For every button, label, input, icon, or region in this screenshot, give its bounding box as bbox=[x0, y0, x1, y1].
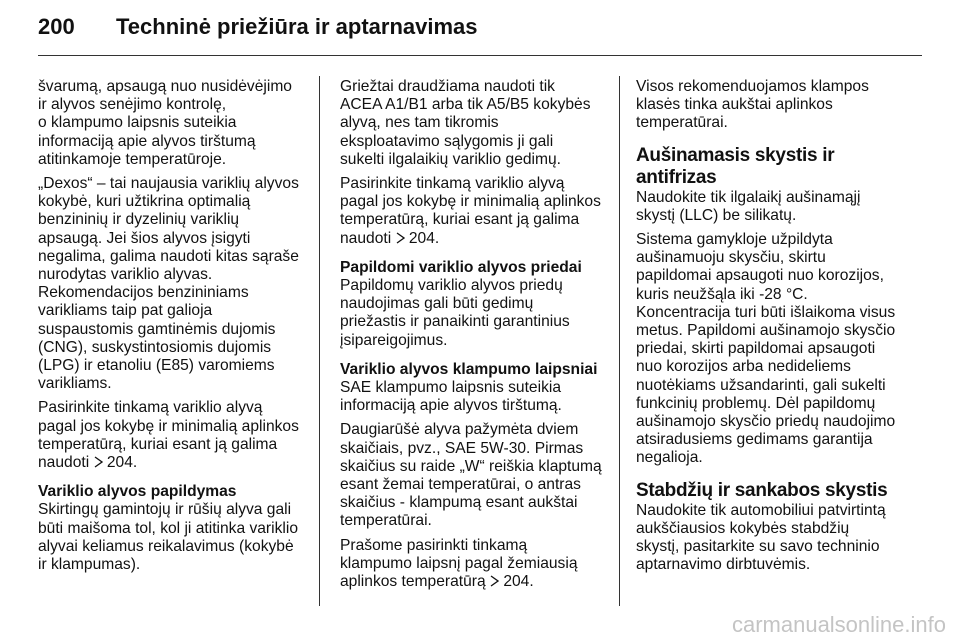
paragraph: Visos rekomenduojamos klampos klasės tinka aukštai aplinkos temperatūrai. bbox=[636, 78, 869, 132]
section-heading: Aušinamasis skystis ir antifrizas bbox=[636, 144, 835, 188]
page-number: 200 bbox=[38, 14, 75, 39]
column-right bbox=[636, 78, 906, 580]
paragraph: Skirtingų gamintojų ir rūšių alyva gali būti maišoma tol, kol ji atitinka variklio alyvai keliamus reikalavimus (kokybė ir klampumas). bbox=[38, 501, 298, 574]
paragraph: Papildomų variklio alyvos priedų naudojimas gali būti gedimų priežastis ir panaikinti garantinius įsipareigojimus. bbox=[340, 277, 570, 349]
paragraph: Naudokite tik automobiliui patvirtintą aukščiausios kokybės stabdžių skystį, pasitarkite su savo techninio aptarnavimo dirbtuvėmis. bbox=[636, 501, 886, 574]
paragraph bbox=[38, 399, 308, 472]
header-rule bbox=[38, 55, 922, 56]
paragraph: Naudokite tik ilgalaikį aušinamąjį skystį (LLC) be silikatų. bbox=[636, 188, 861, 224]
arrow-reference-icon bbox=[94, 456, 103, 468]
paragraph bbox=[340, 175, 610, 248]
watermark: carmanualsonline.info bbox=[731, 612, 946, 637]
page-reference-link[interactable]: 204. bbox=[503, 573, 534, 591]
paragraph: „Dexos“ – tai naujausia variklių alyvos kokybė, kuri užtikrina optimalią benzininių ir dyzelinių variklių apsaugą. Jei šios alyvos įsigyti negalima, galima naudoti kitas sąraše nurodytas variklio alyvas. Rekomendacijos benzininiams varikliams taip pat galioja suspaustomis gamtinėmis dujomis (CNG), suskystintosiomis dujomis (LPG) ir etanoliu (E85) varomiems varikliams. bbox=[38, 175, 299, 393]
paragraph-text: Pasirinkite tinkamą variklio alyvą pagal jos kokybę ir minimalią aplinkos temperatūrą, kuriai esant ją galima naudoti bbox=[38, 399, 299, 472]
paragraph bbox=[340, 537, 610, 592]
paragraph-text: Pasirinkite tinkamą variklio alyvą pagal jos kokybę ir minimalią aplinkos temperatūrą, kuriai esant ją galima naudoti bbox=[340, 175, 601, 247]
subheading: Papildomi variklio alyvos priedai bbox=[340, 258, 582, 276]
arrow-reference-icon bbox=[490, 575, 499, 587]
column-divider bbox=[319, 76, 320, 606]
page-reference-link[interactable]: 204. bbox=[408, 229, 440, 247]
subheading: Variklio alyvos papildymas bbox=[38, 483, 237, 501]
column-divider bbox=[619, 76, 620, 606]
arrow-reference-icon bbox=[396, 232, 405, 244]
paragraph: Sistema gamykloje užpildyta aušinamuoju skysčiu, skirtu papildomai apsaugoti nuo korozijos, kuris neužšąla iki -28 °C. Koncentracija turi būti išlaikoma visus metus. Papildomi aušinamojo skysčio priedai, skirti papildomai apsaugoti nuo korozijos arba nedideliems nuotėkiams užsandarinti, gali sukelti funkcinių problemų. Dėl papildomų aušinamojo skysčio priedų naudojimo atsiradusiems gedimams garantija negalioja. bbox=[636, 231, 896, 467]
paragraph-text: Prašome pasirinkti tinkamą klampumo laipsnį pagal žemiausią aplinkos temperatūrą bbox=[340, 536, 578, 591]
paragraph: Griežtai draudžiama naudoti tik ACEA A1/B1 arba tik A5/B5 kokybės alyvą, nes tam tikromis eksploatavimo sąlygomis ji gali sukelti ilgalaikių variklio gedimų. bbox=[340, 78, 591, 168]
page-title: Techninė priežiūra ir aptarnavimas bbox=[116, 14, 478, 39]
paragraph: švarumą, apsaugą nuo nusidėvėjimo ir alyvos senėjimo kontrolę, o klampumo laipsnis suteikia informaciją apie alyvos tirštumą atitinkamoje temperatūroje. bbox=[38, 78, 292, 168]
subheading: Variklio alyvos klampumo laipsniai bbox=[340, 360, 598, 378]
column-left bbox=[38, 78, 308, 580]
column-middle bbox=[340, 78, 610, 597]
paragraph: SAE klampumo laipsnis suteikia informaciją apie alyvos tirštumą. bbox=[340, 379, 562, 415]
paragraph: Daugiarūšė alyva pažymėta dviem skaičiais, pvz., SAE 5W-30. Pirmas skaičius su raide „W“ reiškia klaptumą esant žemai temperatūrai, o antras skaičius - klampumą esant aukštai temperatūrai. bbox=[340, 421, 602, 530]
page-header bbox=[38, 14, 922, 50]
section-heading: Stabdžių ir sankabos skystis bbox=[636, 479, 888, 501]
page-reference-link[interactable]: 204. bbox=[106, 454, 138, 472]
